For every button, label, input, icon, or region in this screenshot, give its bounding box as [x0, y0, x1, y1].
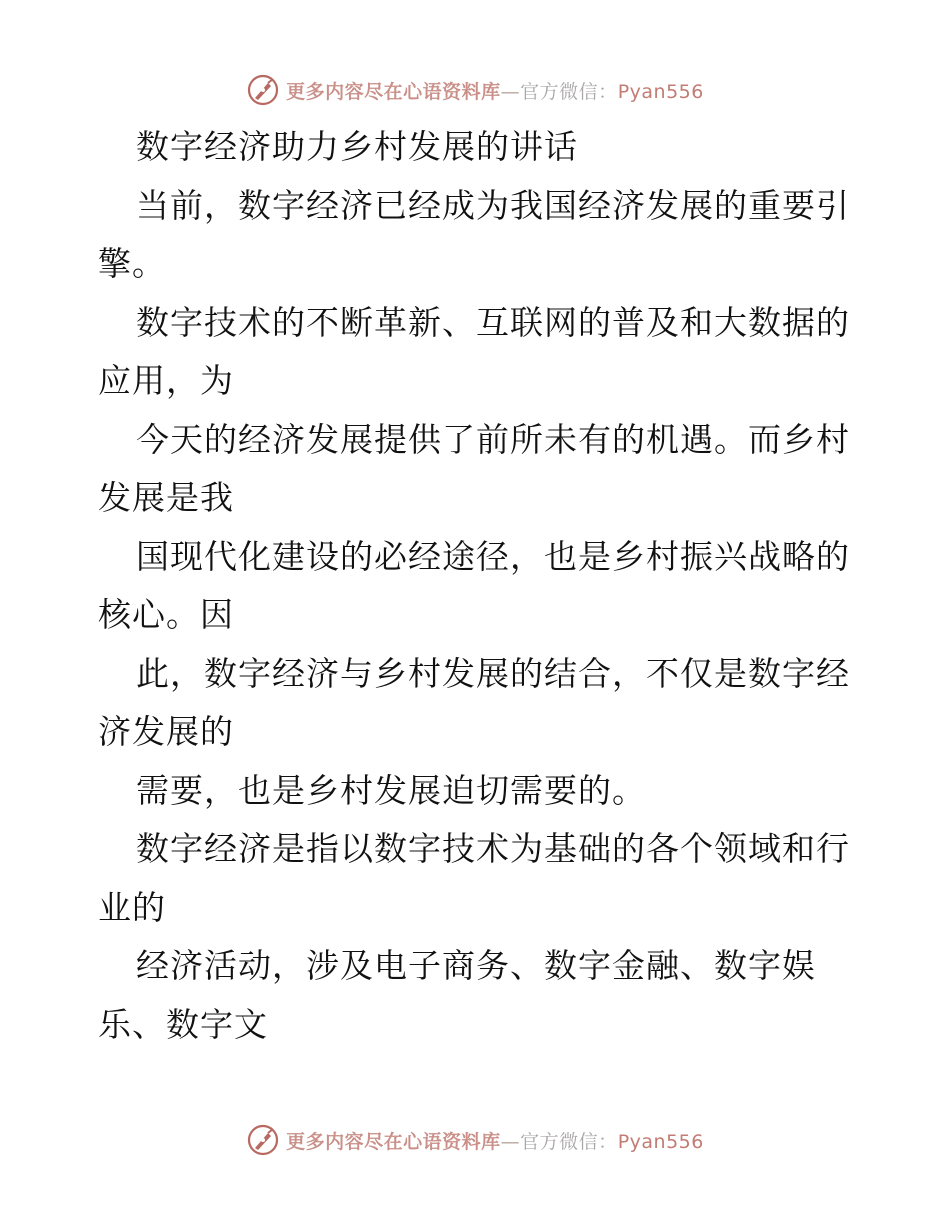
text-line: 经济活动，涉及电子商务、数字金融、数字娱 — [136, 946, 816, 985]
quill-logo-icon — [246, 1123, 280, 1157]
watermark-text — [286, 1127, 704, 1154]
text-line: 擎。 — [98, 244, 166, 283]
text-line: 核心。因 — [98, 595, 234, 634]
document-title: 数字经济助力乡村发展的讲话 — [136, 127, 578, 166]
text-line: 应用，为 — [98, 361, 234, 400]
text-line: 数字技术的不断革新、互联网的普及和大数据的 — [136, 302, 850, 342]
text-line: 业的 — [98, 887, 166, 927]
document-body — [98, 118, 858, 1054]
text-line: 济发展的 — [98, 712, 234, 751]
watermark-text — [286, 77, 704, 104]
watermark-site-text: 更多内容尽在心语资料库 — [286, 1130, 501, 1153]
text-line: 此，数字经济与乡村发展的结合，不仅是数字经 — [136, 653, 850, 693]
text-line: 当前，数字经济已经成为我国经济发展的重要引 — [136, 185, 850, 225]
text-line: 发展是我 — [98, 478, 234, 517]
watermark-wechat-id: Pyan556 — [617, 80, 704, 103]
text-line: 乐、数字文 — [98, 1004, 268, 1044]
watermark-site-text: 更多内容尽在心语资料库 — [286, 80, 501, 103]
watermark-wechat-label: 官方微信： — [520, 1130, 618, 1153]
watermark-separator: — — [500, 1130, 521, 1153]
header-watermark — [0, 70, 950, 110]
watermark-wechat-label: 官方微信： — [520, 80, 618, 103]
text-line: 需要，也是乡村发展迫切需要的。 — [136, 770, 646, 810]
text-line: 国现代化建设的必经途径，也是乡村振兴战略的 — [136, 536, 850, 576]
text-line: 今天的经济发展提供了前所未有的机遇。而乡村 — [136, 419, 850, 459]
footer-watermark — [0, 1120, 950, 1160]
quill-logo-icon — [246, 73, 280, 107]
text-line: 数字经济是指以数字技术为基础的各个领域和行 — [136, 829, 850, 868]
watermark-wechat-id: Pyan556 — [617, 1130, 704, 1153]
watermark-separator: — — [500, 80, 521, 103]
